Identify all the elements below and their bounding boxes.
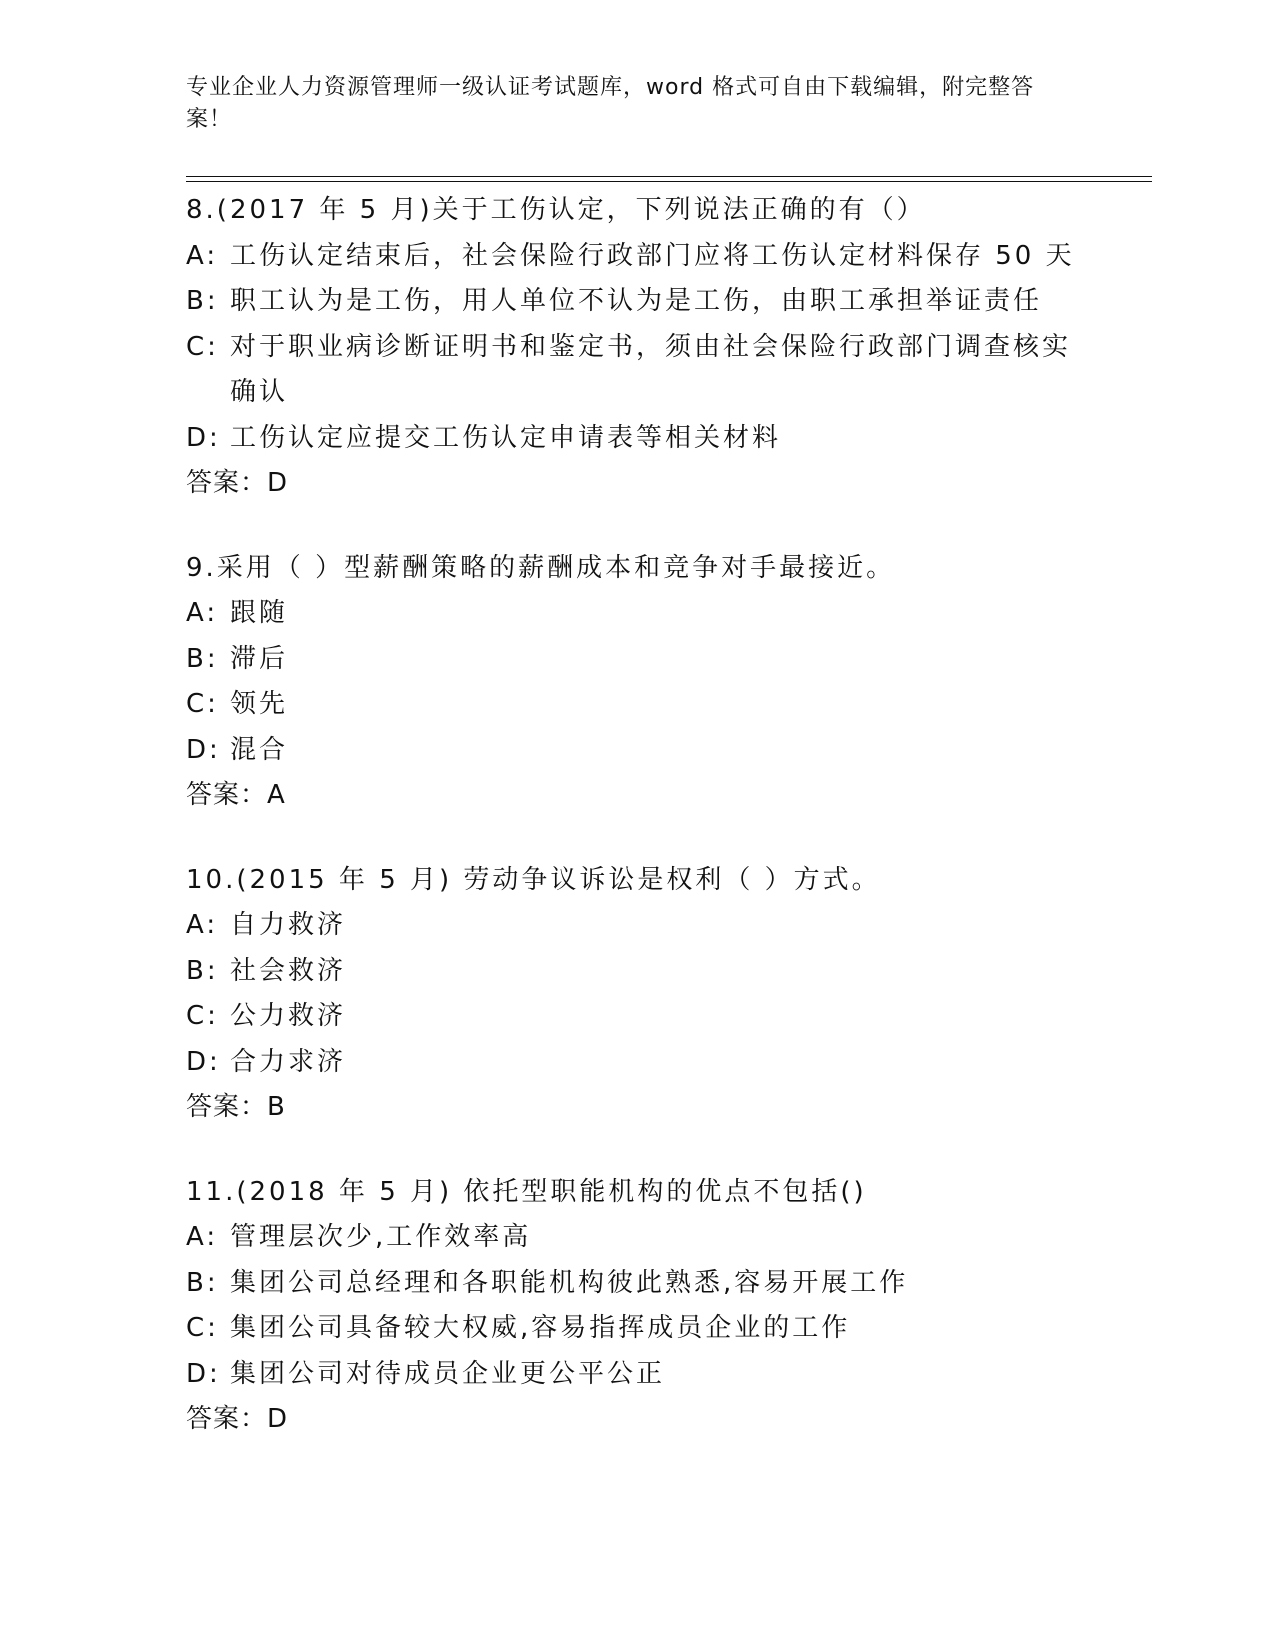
option-key: B: bbox=[186, 286, 219, 316]
option-b bbox=[186, 637, 1086, 683]
question-stem: 9.采用（ ）型薪酬策略的薪酬成本和竞争对手最接近。 bbox=[186, 552, 896, 583]
header-divider-bottom bbox=[186, 181, 1152, 182]
option-c bbox=[186, 1306, 1086, 1352]
question-list bbox=[186, 188, 1086, 1482]
option-d bbox=[186, 416, 1086, 462]
answer-line: 答案：A bbox=[186, 780, 286, 810]
option-key: C: bbox=[186, 1001, 219, 1031]
option-key: D: bbox=[186, 1358, 221, 1389]
option-b bbox=[186, 949, 1086, 995]
option-text: 工伤认定应提交工伤认定申请表等相关材料 bbox=[230, 422, 782, 453]
option-key: A: bbox=[186, 1222, 219, 1252]
option-c bbox=[186, 325, 1086, 416]
question-stem: 10.(2015 年 5 月) 劳动争议诉讼是权利（ ）方式。 bbox=[186, 864, 881, 895]
option-d bbox=[186, 1040, 1086, 1086]
option-key: D: bbox=[186, 422, 221, 453]
option-text: 社会救济 bbox=[230, 955, 347, 986]
option-key: A: bbox=[186, 240, 219, 271]
question-11 bbox=[186, 1170, 1086, 1443]
option-key: B: bbox=[186, 1267, 219, 1298]
option-text: 集团公司对待成员企业更公平公正 bbox=[230, 1358, 666, 1389]
question-10 bbox=[186, 858, 1086, 1131]
option-a bbox=[186, 1215, 1086, 1261]
option-key: D: bbox=[186, 1046, 221, 1077]
option-d bbox=[186, 1352, 1086, 1398]
question-stem: 11.(2018 年 5 月) 依托型职能机构的优点不包括() bbox=[186, 1176, 867, 1207]
question-8 bbox=[186, 188, 1086, 507]
option-text: 合力求济 bbox=[230, 1046, 347, 1077]
option-c bbox=[186, 994, 1086, 1040]
option-c bbox=[186, 682, 1086, 728]
option-key: A: bbox=[186, 910, 219, 940]
option-text: 工伤认定结束后，社会保险行政部门应将工伤认定材料保存 50 天 bbox=[230, 240, 1075, 271]
option-text: 混合 bbox=[230, 734, 289, 765]
option-text: 集团公司具备较大权威,容易指挥成员企业的工作 bbox=[230, 1313, 851, 1343]
document-header: 专业企业人力资源管理师一级认证考试题库，word 格式可自由下载编辑，附完整答案！ bbox=[186, 75, 1035, 132]
option-key: B: bbox=[186, 955, 219, 986]
option-key: C: bbox=[186, 1313, 219, 1343]
question-9 bbox=[186, 546, 1086, 819]
option-text: 对于职业病诊断证明书和鉴定书，须由社会保险行政部门调查核实确认 bbox=[230, 331, 1072, 407]
option-a bbox=[186, 591, 1086, 637]
option-key: C: bbox=[186, 689, 219, 719]
option-key: A: bbox=[186, 598, 219, 628]
answer-line: 答案：B bbox=[186, 1092, 286, 1122]
option-text: 跟随 bbox=[230, 598, 289, 628]
option-a bbox=[186, 903, 1086, 949]
option-b bbox=[186, 279, 1086, 325]
option-text: 领先 bbox=[230, 689, 289, 719]
option-key: B: bbox=[186, 643, 219, 674]
answer-line: 答案：D bbox=[186, 468, 289, 498]
question-stem: 8.(2017 年 5 月)关于工伤认定，下列说法正确的有（） bbox=[186, 195, 926, 225]
option-b bbox=[186, 1261, 1086, 1307]
option-text: 自力救济 bbox=[230, 910, 347, 940]
option-text: 公力救济 bbox=[230, 1001, 347, 1031]
option-text: 职工认为是工伤，用人单位不认为是工伤，由职工承担举证责任 bbox=[230, 286, 1043, 316]
header-divider-top bbox=[186, 176, 1152, 177]
option-d bbox=[186, 728, 1086, 774]
option-text: 滞后 bbox=[230, 643, 289, 674]
option-text: 集团公司总经理和各职能机构彼此熟悉,容易开展工作 bbox=[230, 1267, 909, 1298]
answer-line: 答案：D bbox=[186, 1404, 289, 1434]
option-text: 管理层次少,工作效率高 bbox=[230, 1222, 532, 1252]
option-key: C: bbox=[186, 331, 219, 362]
option-a bbox=[186, 234, 1086, 280]
option-key: D: bbox=[186, 734, 221, 765]
